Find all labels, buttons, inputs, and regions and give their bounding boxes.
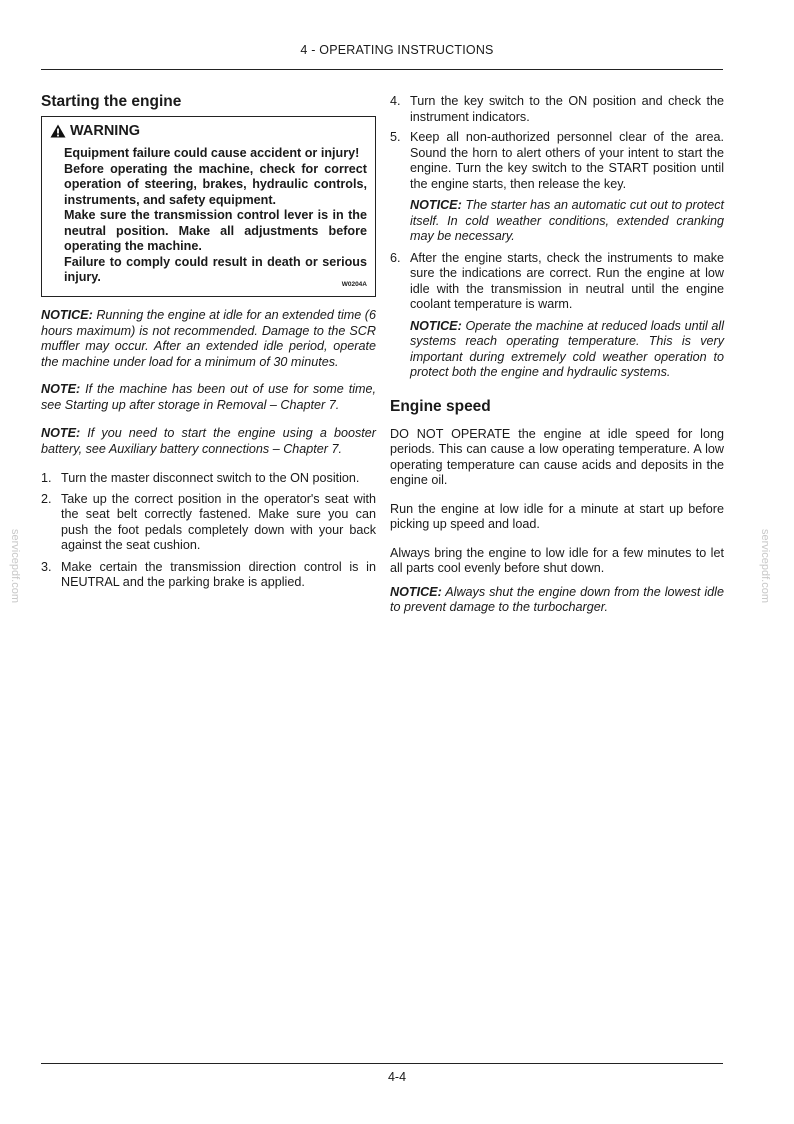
chapter-header: 4 - OPERATING INSTRUCTIONS xyxy=(300,43,494,57)
paragraph-cool-down: Always bring the engine to low idle for a few minutes to let all parts cool evenly before shut down. xyxy=(390,545,724,575)
step-number: 2. xyxy=(41,491,52,506)
note-label: NOTE: xyxy=(41,426,81,440)
watermark-right: servicepdf.com xyxy=(758,529,771,603)
notice-text: Operate the machine at reduced loads until all systems reach operating temperature. This is very important during extremely cold weather operation to protect both the engine and hydraulic systems. xyxy=(410,318,724,379)
warning-line: Make sure the transmission control lever is in the neutral position. Make all adjustments before operating the machine. xyxy=(64,208,367,253)
watermark-left: servicepdf.com xyxy=(8,529,21,603)
notice-reduced-loads xyxy=(390,319,724,381)
steps-list-right xyxy=(390,94,724,192)
footer-rule xyxy=(41,1063,723,1064)
step-text: Take up the correct position in the operator's seat with the seat belt correctly fastened. Make sure you can push the foot pedals completely down with your back against the seat cushion. xyxy=(61,491,376,552)
warning-box xyxy=(41,116,376,297)
header-rule xyxy=(41,69,723,70)
step-text: Make certain the transmission direction control is in NEUTRAL and the parking brake is applied. xyxy=(61,559,376,589)
warning-line: Equipment failure could cause accident or injury! xyxy=(64,146,360,160)
step-number: 3. xyxy=(41,559,52,574)
list-item xyxy=(41,492,376,554)
warning-title xyxy=(50,122,367,140)
right-column xyxy=(390,94,724,616)
note-text: If you need to start the engine using a booster battery, see Auxiliary battery connections – Chapter 7. xyxy=(41,426,376,456)
step-text: Turn the key switch to the ON position and check the instrument indicators. xyxy=(410,94,724,124)
paragraph-idle-speed: DO NOT OPERATE the engine at idle speed for long periods. This can cause a low operating temperature. A low operating temperature can cause acids and deposits in the engine oil. xyxy=(390,426,724,487)
notice-label: NOTICE: xyxy=(41,308,93,322)
step-number: 6. xyxy=(390,250,401,265)
note-text: If the machine has been out of use for some time, see Starting up after storage in Removal – Chapter 7. xyxy=(41,382,376,412)
paragraph-low-idle: Run the engine at low idle for a minute at start up before picking up speed and load. xyxy=(390,501,724,531)
warning-body xyxy=(64,146,367,286)
step-number: 5. xyxy=(390,130,401,144)
steps-list-left xyxy=(41,471,376,591)
notice-label: NOTICE: xyxy=(390,584,442,599)
list-item xyxy=(41,471,376,487)
warning-code: W0204A xyxy=(341,280,367,288)
notice-label: NOTICE: xyxy=(410,198,462,212)
list-item xyxy=(390,251,724,313)
notice-turbocharger xyxy=(390,585,724,616)
step-number: 1. xyxy=(41,471,52,485)
warning-line: Failure to comply could result in death or serious injury. xyxy=(64,254,367,284)
notice-label: NOTICE: xyxy=(410,318,462,333)
note-label: NOTE: xyxy=(41,382,81,396)
step-text: Turn the master disconnect switch to the ON position. xyxy=(61,471,360,485)
warning-title-text: WARNING xyxy=(70,123,141,139)
list-item xyxy=(41,560,376,591)
section-heading-engine-speed: Engine speed xyxy=(390,397,491,415)
list-item xyxy=(390,130,724,192)
note-storage xyxy=(41,382,376,413)
step-text: After the engine starts, check the instruments to make sure the indications are correct. Run the engine at low idle with the transmission in neutral until the engine coolant temperature is warm. xyxy=(410,250,724,311)
step-number: 4. xyxy=(390,94,401,108)
page-number: 4-4 xyxy=(387,1070,407,1084)
notice-text: The starter has an automatic cut out to protect itself. In cold weather conditions, extended cranking may be necessary. xyxy=(410,198,724,243)
section-heading-starting: Starting the engine xyxy=(41,93,182,110)
warning-line: Before operating the machine, check for correct operation of steering, brakes, hydraulic controls, instruments, and safety equipment. xyxy=(64,161,367,207)
step-text: Keep all non-authorized personnel clear of the area. Sound the horn to alert others of your intent to start the engine. Turn the key switch to the START position until the engine starts, then release the key. xyxy=(410,130,724,191)
notice-text: Running the engine at idle for an extended time (6 hours maximum) is not recommended. Damage to the SCR muffler may occur. After an extended idle period, operate the machine under load for a minimum of 30 minutes. xyxy=(41,308,376,369)
warning-triangle-icon xyxy=(50,124,66,138)
steps-list-right-cont xyxy=(390,251,724,313)
notice-idle xyxy=(41,308,376,370)
notice-starter xyxy=(390,198,724,245)
left-column xyxy=(41,92,376,591)
notice-text: Always shut the engine down from the lowest idle to prevent damage to the turbocharger. xyxy=(390,584,724,614)
list-item xyxy=(390,94,724,125)
note-booster xyxy=(41,426,376,457)
